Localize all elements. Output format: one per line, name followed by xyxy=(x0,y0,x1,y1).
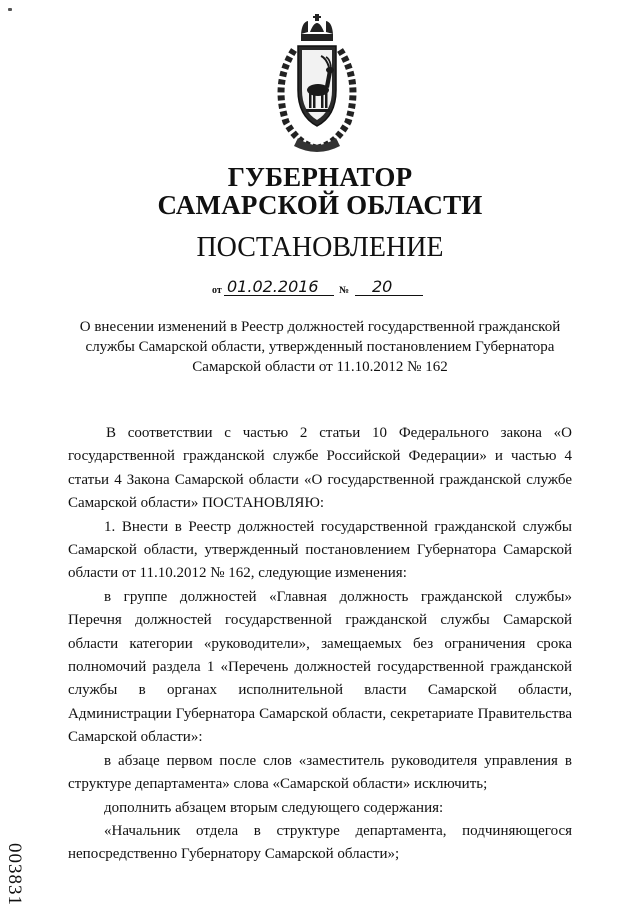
paragraph-first-abzac: в абзаце первом после слов «заместитель руководителя управления в структуре департамента» слова «Самарской области» исключить; xyxy=(68,752,572,793)
paragraph-group-change: в группе должностей «Главная должность гражданской службы» Перечня должностей государственной гражданской службы Самарской области категории «руководители», замещаемых без ограничения срока полномочий раздела 1 «Перечень должностей государственной гражданской службы в органах исполнительной власти Самарской области, Администрации Губернатора Самарской области, секретариате Правительства Самарской области»: xyxy=(68,588,572,746)
handwritten-number: 20 xyxy=(372,277,393,296)
paragraph-new-position: «Начальник отдела в структуре департамента, подчиняющегося непосредственно Губернатору Самарской области»; xyxy=(68,822,572,863)
authority-title-line2: САМАРСКОЙ ОБЛАСТИ xyxy=(157,190,483,220)
authority-title-line1: ГУБЕРНАТОР xyxy=(227,162,413,192)
samara-oblast-coat-of-arms-icon xyxy=(268,12,366,154)
document-type-title: ПОСТАНОВЛЕНИЕ xyxy=(196,232,444,263)
date-number-line xyxy=(212,277,442,299)
date-label: от xyxy=(212,285,222,296)
scan-speck xyxy=(8,8,12,11)
document-body xyxy=(68,422,572,867)
date-underline xyxy=(224,295,334,296)
paragraph-add-abzac: дополнить абзацем вторым следующего содержания: xyxy=(104,799,444,816)
margin-registration-number: 003831 xyxy=(4,843,25,906)
document-subject: О внесении изменений в Реестр должностей государственной гражданской службы Самарской области, утвержденный постановлением Губернатора Самарской области от 11.10.2012 № 162 xyxy=(79,319,561,375)
paragraph-item-1: 1. Внести в Реестр должностей государственной гражданской службы Самарской области, утвержденный постановлением Губернатора Самарской области от 11.10.2012 № 162, следующие изменения: xyxy=(68,518,572,582)
paragraph-preamble: В соответствии с частью 2 статьи 10 Федерального закона «О государственной гражданской службе Российской Федерации» и частью 4 статьи 4 Закона Самарской области «О государственной гражданской службе Самарской области» ПОСТАНОВЛЯЮ: xyxy=(68,425,572,512)
number-label: № xyxy=(339,285,350,296)
number-underline xyxy=(355,295,423,296)
handwritten-date: 01.02.2016 xyxy=(227,277,319,296)
